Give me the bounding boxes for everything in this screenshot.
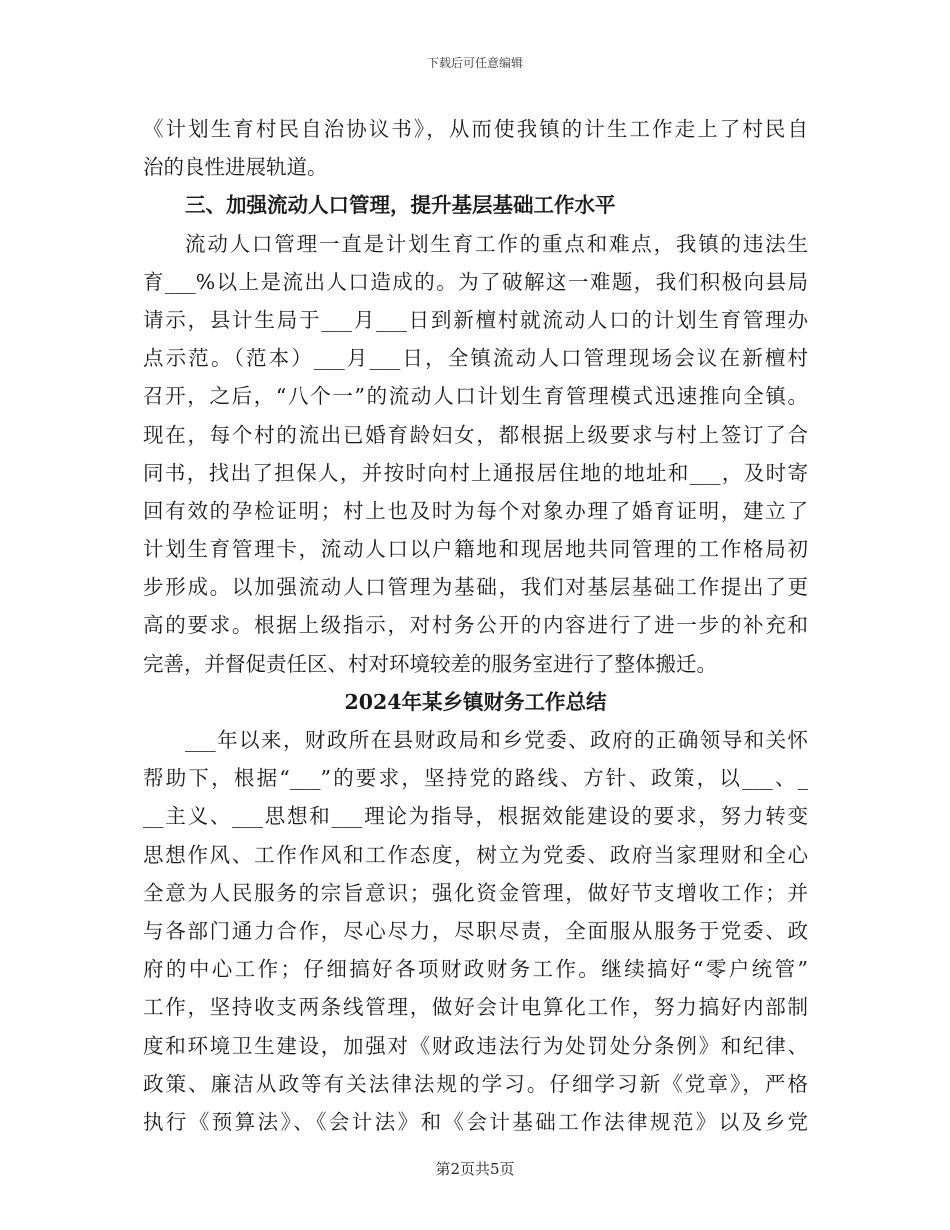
body-line: 点示范。（范本）___月___日，全镇流动人口管理现场会议在新檀村 xyxy=(143,346,808,371)
body-line: 请示，县计生局于___月___日到新檀村就流动人口的计划生育管理办 xyxy=(143,307,808,332)
body-line: 全意为人民服务的宗旨意识；强化资金管理，做好节支增收工作；并 xyxy=(143,880,808,905)
body-line: ___年以来，财政所在县财政局和乡党委、政府的正确领导和关怀 xyxy=(185,728,808,752)
body-line: 高的要求。根据上级指示，对村务公开的内容进行了进一步的补充和 xyxy=(143,613,808,638)
body-line: 回有效的孕检证明；村上也及时为每个对象办理了婚育证明，建立了 xyxy=(143,498,808,523)
body-line: 同书，找出了担保人，并按时向村上通报居住地的地址和___，及时寄 xyxy=(143,460,808,485)
page-header: 下载后可任意编辑 xyxy=(426,56,523,70)
document-body xyxy=(143,110,808,1141)
body-line: 度和环境卫生建设，加强对《财政违法行为处罚处分条例》和纪律、 xyxy=(143,1033,808,1058)
body-line: 召开，之后，“八个一”的流动人口计划生育管理模式迅速推向全镇。 xyxy=(143,384,808,409)
body-line: 帮助下，根据“___”的要求，坚持党的路线、方针、政策，以___、_ xyxy=(143,766,808,791)
page-footer: 第2页共5页 xyxy=(435,1160,515,1178)
body-line: 育___%以上是流出人口造成的。为了破解这一难题，我们积极向县局 xyxy=(143,269,808,294)
body-line: 步形成。以加强流动人口管理为基础，我们对基层基础工作提出了更 xyxy=(143,575,808,600)
body-line: 工作，坚持收支两条线管理，做好会计电算化工作，努力搞好内部制 xyxy=(143,995,808,1020)
document-title: 2024年某乡镇财务工作总结 xyxy=(344,689,607,714)
body-line: 思想作风、工作作风和工作态度，树立为党委、政府当家理财和全心 xyxy=(143,842,808,867)
body-line: 计划生育管理卡，流动人口以户籍地和现居地共同管理的工作格局初 xyxy=(143,537,808,562)
body-line: 流动人口管理一直是计划生育工作的重点和难点，我镇的违法生 xyxy=(185,231,808,256)
body-line: 治的良性进展轨道。 xyxy=(143,155,328,180)
body-line: 府的中心工作；仔细搞好各项财政财务工作。继续搞好“零户统管” xyxy=(143,957,808,982)
body-line: 执行《预算法》、《会计法》和《会计基础工作法律规范》以及乡党 xyxy=(143,1109,808,1134)
section-heading: 三、加强流动人口管理，提升基层基础工作水平 xyxy=(185,193,616,218)
body-line: 《计划生育村民自治协议书》，从而使我镇的计生工作走上了村民自 xyxy=(143,117,808,141)
body-line: 完善，并督促责任区、村对环境较差的服务室进行了整体搬迁。 xyxy=(143,651,717,676)
body-line: 与各部门通力合作，尽心尽力，尽职尽责，全面服从服务于党委、政 xyxy=(143,918,808,943)
body-line: 现在，每个村的流出已婚育龄妇女，都根据上级要求与村上签订了合 xyxy=(143,422,808,447)
body-line: 政策、廉洁从政等有关法律法规的学习。仔细学习新《党章》，严格 xyxy=(143,1071,808,1096)
body-line: __主义、___思想和___理论为指导，根据效能建设的要求，努力转变 xyxy=(143,804,808,829)
